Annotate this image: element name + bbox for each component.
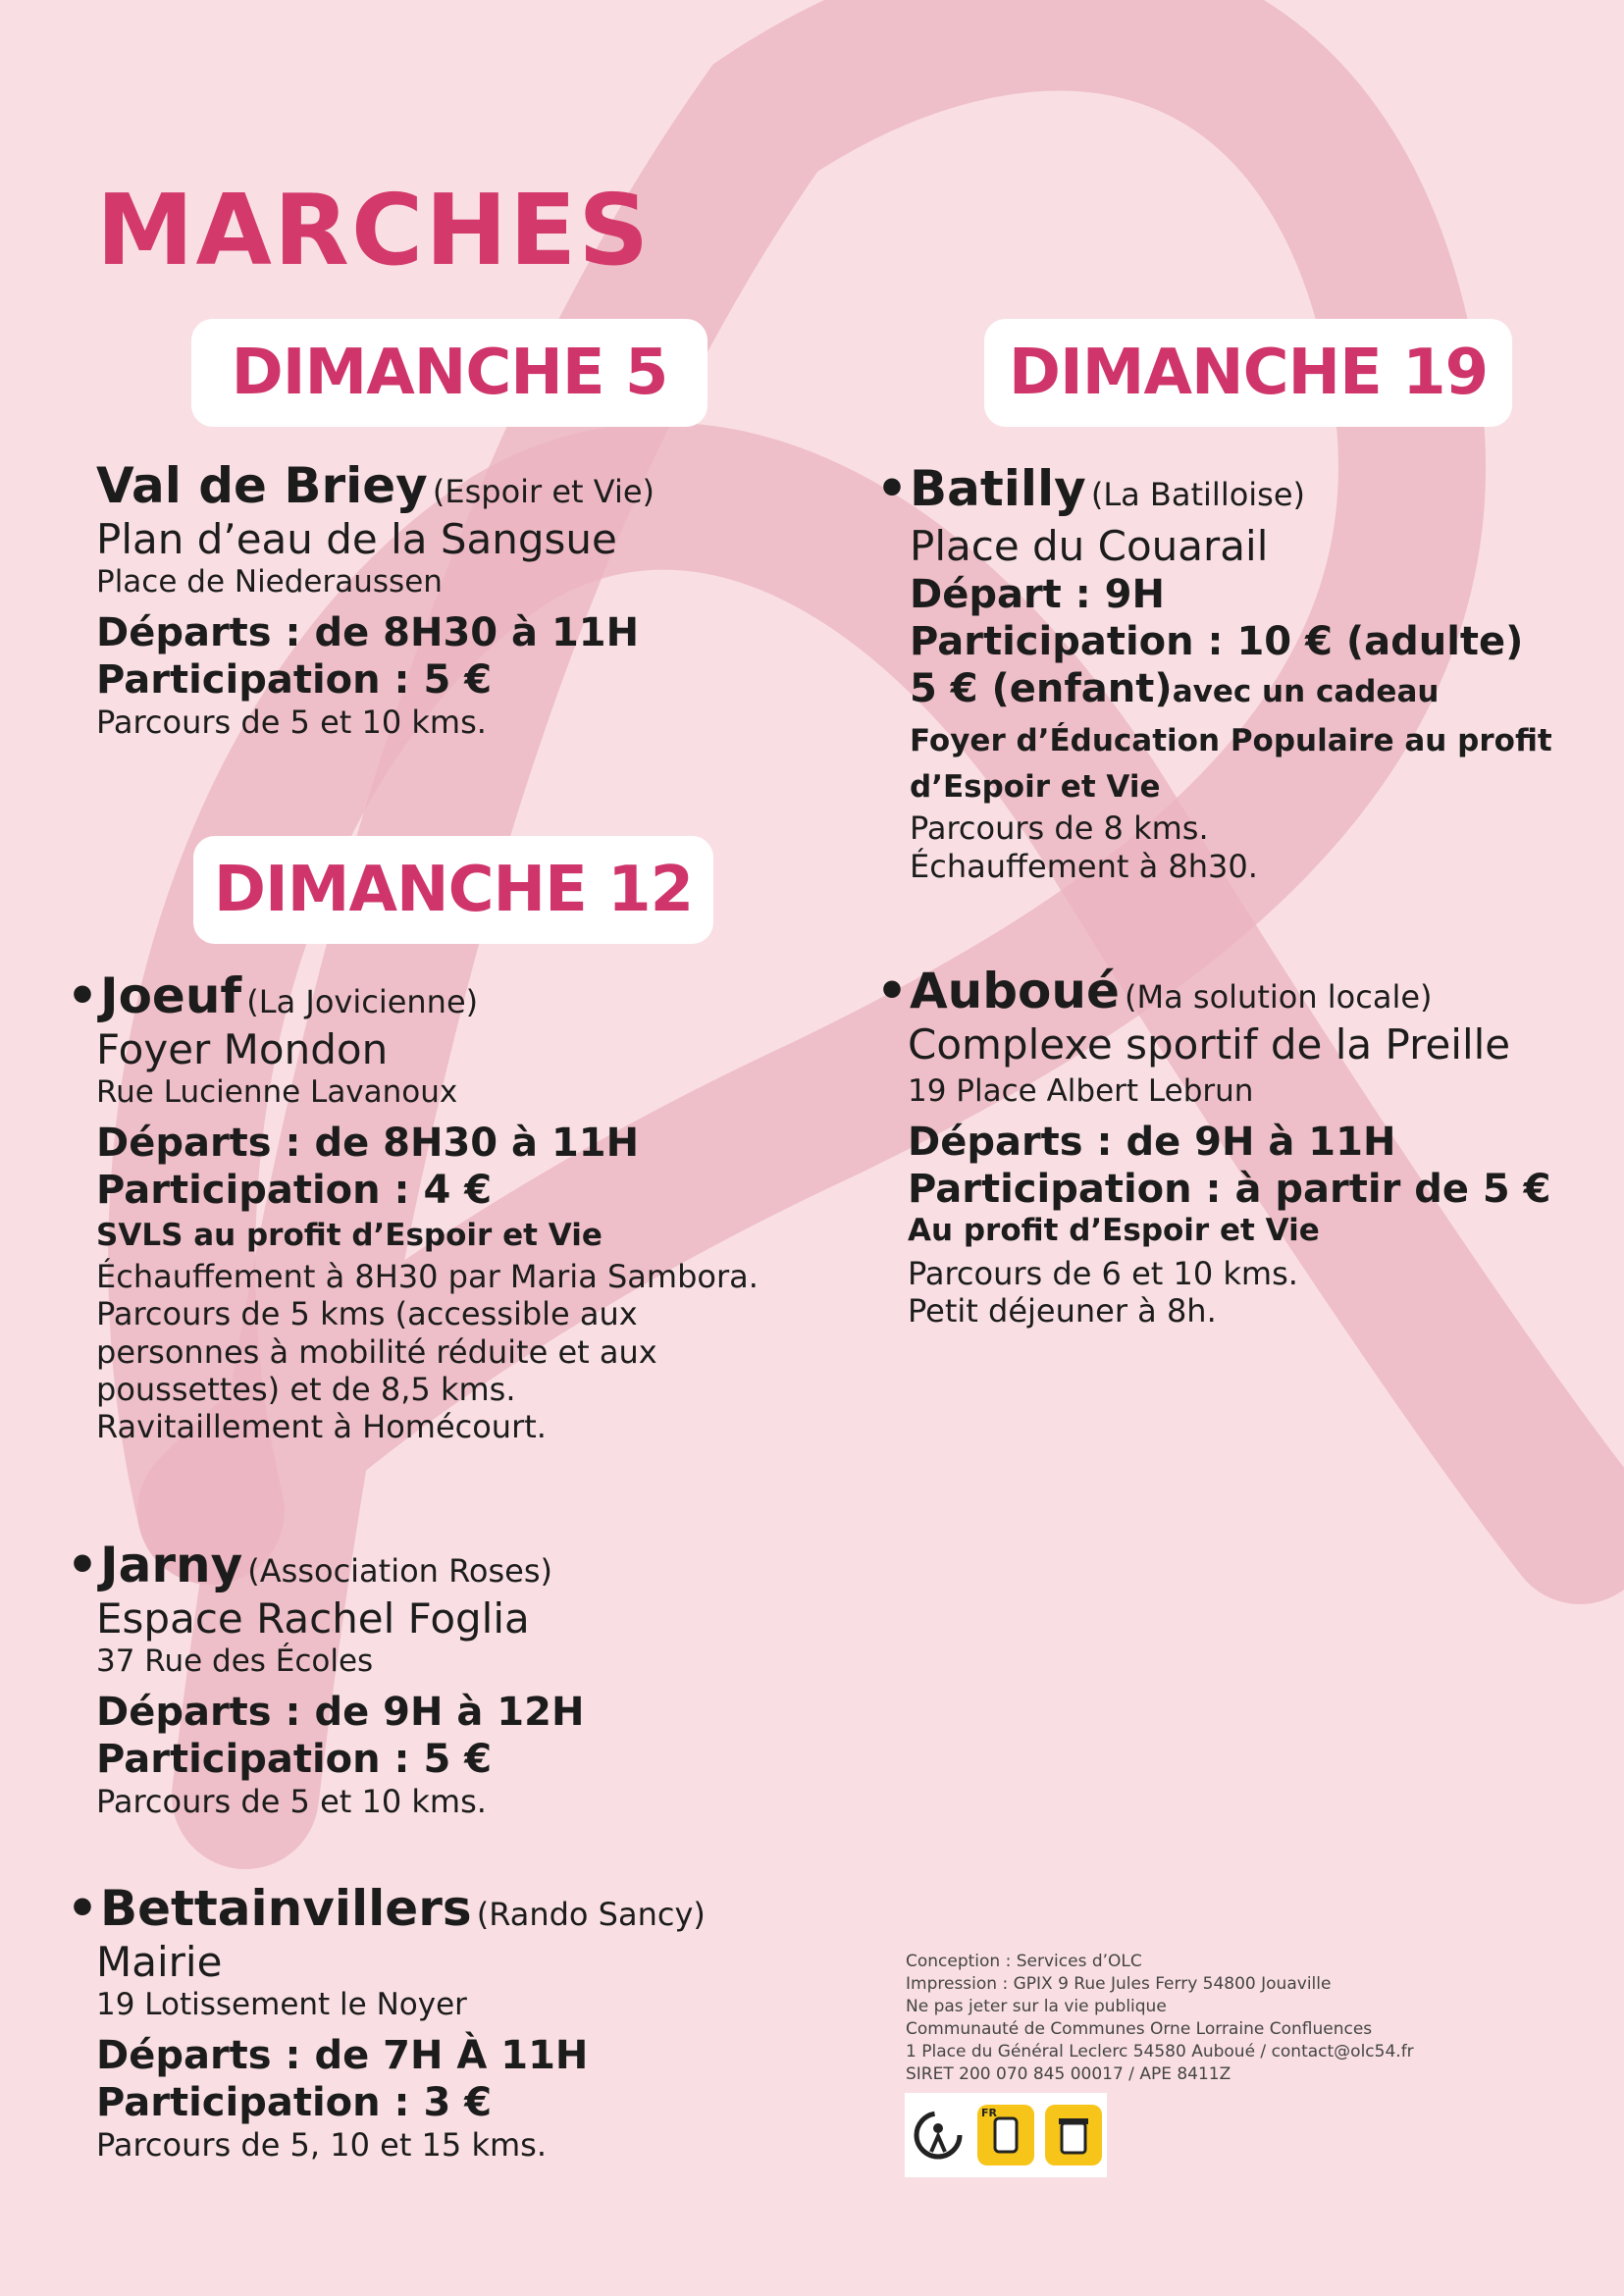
event-participation: Participation : 3 € [96,2079,493,2125]
credits-line: Conception : Services d’OLC [906,1952,1142,1971]
event-organizer: (Association Roses) [247,1552,553,1590]
event-city: Jarny [99,1537,243,1593]
event-batilly [876,459,1552,885]
event-departs: Départs : de 8H30 à 11H [96,609,640,655]
event-address: 37 Rue des Écoles [96,1644,374,1680]
event-participation: Participation : 4 € [96,1167,493,1213]
event-gift: avec un cadeau [1172,674,1440,710]
event-participation-child: 5 € (enfant) [910,666,1173,712]
bullet: • [67,967,98,1024]
event-participation: Participation : 10 € (adulte) [910,619,1524,665]
event-organizer: (Ma solution locale) [1125,978,1433,1016]
event-bettainvillers [67,1879,706,2164]
event-city: Joeuf [99,967,242,1024]
phone-recycle-icon [977,2105,1034,2166]
day-header-dimanche-5: DIMANCHE 5 [191,319,707,427]
day-header-dimanche-12: DIMANCHE 12 [193,836,713,944]
event-venue: Espace Rachel Foglia [96,1594,530,1643]
event-participation: Participation : 5 € [96,1736,493,1782]
event-val-de-briey [96,456,655,741]
event-participation: Participation : à partir de 5 € [908,1166,1551,1212]
event-note: Parcours de 5, 10 et 15 kms. [96,2125,547,2164]
event-beneficiary: Au profit d’Espoir et Vie [908,1212,1320,1248]
day-header-dimanche-19: DIMANCHE 19 [984,319,1512,427]
event-address: 19 Place Albert Lebrun [908,1073,1254,1110]
event-departs: Départ : 9H [910,572,1165,618]
credits-line: Ne pas jeter sur la vie publique [906,1996,1167,2016]
event-city: Val de Briey [96,457,428,514]
event-organizer: (Espoir et Vie) [432,473,655,510]
event-note: Parcours de 6 et 10 kms. [908,1254,1298,1292]
event-note: poussettes) et de 8,5 kms. [96,1370,516,1408]
event-beneficiary: Foyer d’Éducation Populaire au profit [910,723,1552,759]
bullet: • [67,1537,98,1593]
event-note: Échauffement à 8h30. [910,847,1258,885]
event-participation: Participation : 5 € [96,656,493,703]
event-organizer: (Rando Sancy) [476,1896,706,1933]
event-note: Parcours de 5 et 10 kms. [96,1782,487,1820]
event-city: Auboué [909,963,1120,1019]
event-departs: Départs : de 7H À 11H [96,2032,589,2078]
event-address: Rue Lucienne Lavanoux [96,1074,458,1111]
event-note: Parcours de 5 kms (accessible aux [96,1295,638,1333]
fr-badge: FR [980,2107,997,2119]
event-departs: Départs : de 9H à 11H [908,1119,1396,1165]
event-note: personnes à mobilité réduite et aux [96,1332,657,1371]
bullet: • [67,1880,98,1937]
credits-line: SIRET 200 070 845 00017 / APE 8411Z [906,2063,1231,2084]
event-beneficiary: d’Espoir et Vie [910,768,1161,805]
event-venue: Foyer Mondon [96,1025,389,1073]
event-city: Bettainvillers [99,1880,472,1937]
credits-line: Communauté de Communes Orne Lorraine Confluences [906,2018,1373,2039]
event-venue: Plan d’eau de la Sangsue [96,515,617,563]
bullet: • [876,963,908,1019]
bin-icon [1045,2105,1102,2166]
triman-icon [910,2105,967,2166]
event-joeuf [67,966,759,1446]
event-beneficiary: SVLS au profit d’Espoir et Vie [96,1217,602,1253]
event-city: Batilly [909,460,1086,517]
event-note: Parcours de 8 kms. [910,809,1209,848]
event-departs: Départs : de 9H à 12H [96,1689,585,1735]
bullet: • [876,460,908,517]
event-venue: Complexe sportif de la Preille [908,1020,1511,1069]
event-organizer: (La Batilloise) [1090,476,1306,513]
event-note: Échauffement à 8H30 par Maria Sambora. [96,1257,759,1295]
page-title: MARCHES [96,173,652,287]
event-address: 19 Lotissement le Noyer [96,1987,467,2023]
event-venue: Place du Couarail [910,522,1269,570]
event-note: Parcours de 5 et 10 kms. [96,703,487,741]
event-organizer: (La Jovicienne) [246,983,479,1020]
event-departs: Départs : de 8H30 à 11H [96,1120,640,1166]
event-venue: Mairie [96,1938,223,1986]
event-jarny [67,1536,584,1820]
event-address: Place de Niederaussen [96,564,443,600]
recycling-logos [905,2093,1107,2177]
credits-block [906,1951,1414,2086]
event-note: Ravitaillement à Homécourt. [96,1408,547,1446]
credits-line: Impression : GPIX 9 Rue Jules Ferry 54800 Jouaville [906,1973,1332,1994]
credits-line: 1 Place du Général Leclerc 54580 Auboué / contact@olc54.fr [906,2041,1414,2061]
event-note: Petit déjeuner à 8h. [908,1292,1217,1331]
event-auboue [876,962,1551,1331]
